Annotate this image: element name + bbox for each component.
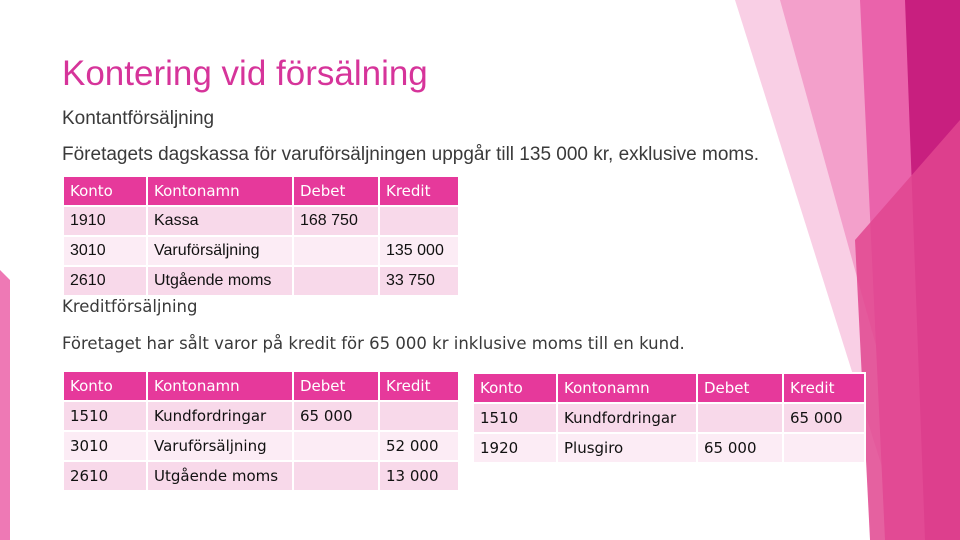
cell-debet (293, 236, 379, 266)
cell-kredit: 52 000 (379, 431, 459, 461)
table-header-row (473, 373, 865, 403)
cell-debet: 65 000 (697, 433, 783, 463)
cell-kredit (783, 433, 865, 463)
col-konto: Konto (63, 176, 147, 206)
cell-konto: 3010 (63, 431, 147, 461)
kredit-description: Företaget har sålt varor på kredit för 65 000 kr inklusive moms till en kund. (62, 334, 685, 353)
cell-kontonamn: Kundfordringar (147, 401, 293, 431)
col-kredit: Kredit (379, 176, 459, 206)
table-row (63, 236, 459, 266)
col-debet: Debet (697, 373, 783, 403)
table-row (473, 433, 865, 463)
table-row (63, 206, 459, 236)
cell-debet: 168 750 (293, 206, 379, 236)
cell-debet (293, 266, 379, 296)
col-konto: Konto (473, 373, 557, 403)
col-kredit: Kredit (379, 371, 459, 401)
cell-debet: 65 000 (293, 401, 379, 431)
kontant-heading: Kontantförsäljning (62, 108, 215, 129)
cell-kredit (379, 401, 459, 431)
kontant-description: Företagets dagskassa för varuförsäljningen uppgår till 135 000 kr, exklusive moms. (62, 144, 760, 165)
cell-kredit (379, 206, 459, 236)
cell-konto: 2610 (63, 266, 147, 296)
cell-debet (697, 403, 783, 433)
cell-konto: 1920 (473, 433, 557, 463)
cell-kontonamn: Varuförsäljning (147, 236, 293, 266)
kredit-heading: Kreditförsäljning (62, 297, 198, 316)
table-row (63, 461, 459, 491)
cell-konto: 2610 (63, 461, 147, 491)
cell-kontonamn: Utgående moms (147, 266, 293, 296)
cell-kredit: 135 000 (379, 236, 459, 266)
cell-kontonamn: Kundfordringar (557, 403, 697, 433)
col-kontonamn: Kontonamn (147, 371, 293, 401)
col-debet: Debet (293, 371, 379, 401)
cell-kredit: 13 000 (379, 461, 459, 491)
cell-debet (293, 461, 379, 491)
cell-konto: 1510 (63, 401, 147, 431)
table-header-row (63, 371, 459, 401)
cell-kontonamn: Kassa (147, 206, 293, 236)
page-title: Kontering vid försälning (62, 54, 428, 93)
cell-konto: 1910 (63, 206, 147, 236)
table-header-row (63, 176, 459, 206)
col-konto: Konto (63, 371, 147, 401)
col-debet: Debet (293, 176, 379, 206)
cell-kontonamn: Utgående moms (147, 461, 293, 491)
col-kontonamn: Kontonamn (557, 373, 697, 403)
kredit-payment-table (472, 372, 866, 464)
cell-kredit: 33 750 (379, 266, 459, 296)
table-row (473, 403, 865, 433)
cell-kontonamn: Varuförsäljning (147, 431, 293, 461)
kontant-table (62, 175, 460, 297)
col-kredit: Kredit (783, 373, 865, 403)
cell-konto: 3010 (63, 236, 147, 266)
table-row (63, 401, 459, 431)
table-row (63, 266, 459, 296)
cell-kontonamn: Plusgiro (557, 433, 697, 463)
col-kontonamn: Kontonamn (147, 176, 293, 206)
cell-kredit: 65 000 (783, 403, 865, 433)
cell-konto: 1510 (473, 403, 557, 433)
kredit-table (62, 370, 460, 492)
cell-debet (293, 431, 379, 461)
table-row (63, 431, 459, 461)
